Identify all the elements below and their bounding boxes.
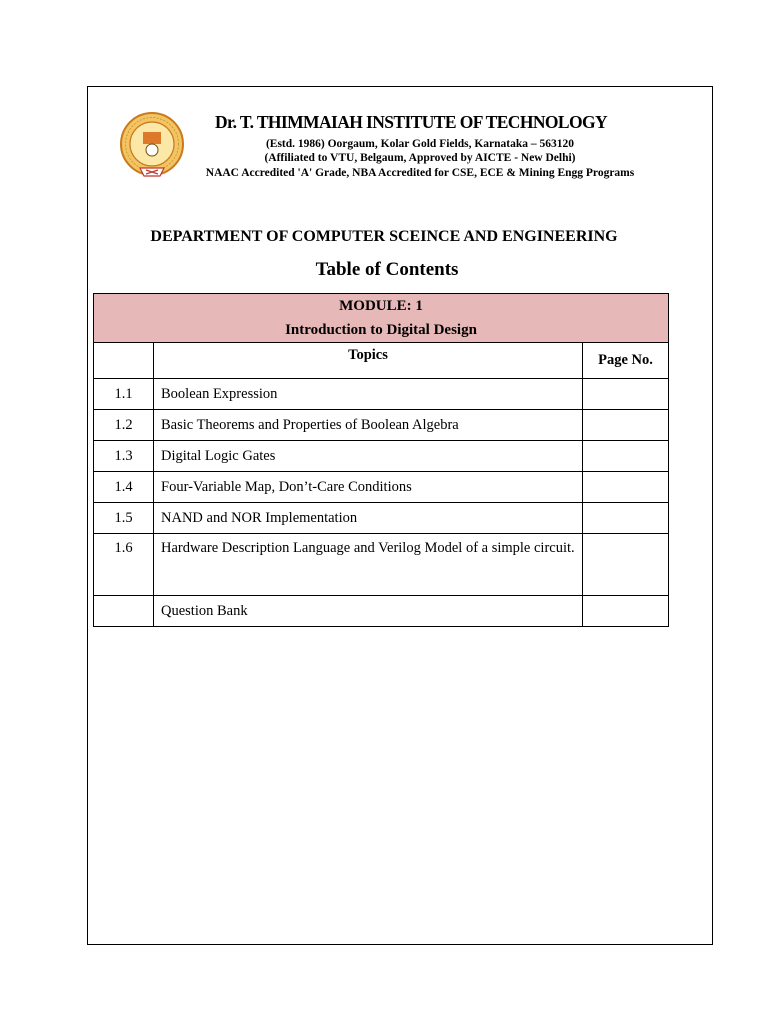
topic-title: Basic Theorems and Properties of Boolean Algebra — [154, 410, 583, 441]
column-header-row — [94, 343, 669, 379]
page-number — [583, 379, 669, 410]
table-row — [94, 441, 669, 472]
topic-title: Four-Variable Map, Don’t-Care Conditions — [154, 472, 583, 503]
topic-number: 1.5 — [94, 503, 154, 534]
institute-address: (Estd. 1986) Oorgaum, Kolar Gold Fields, Karnataka – 563120 — [265, 138, 575, 150]
table-row — [94, 596, 669, 627]
table-row — [94, 410, 669, 441]
table-row — [94, 534, 669, 596]
institute-affiliation: (Affiliated to VTU, Belgaum, Approved by AICTE - New Delhi) — [264, 152, 576, 164]
department-title: DEPARTMENT OF COMPUTER SCEINCE AND ENGINEERING — [150, 228, 618, 245]
topic-title: NAND and NOR Implementation — [154, 503, 583, 534]
topic-number: 1.2 — [94, 410, 154, 441]
topic-number: 1.3 — [94, 441, 154, 472]
table-row — [94, 503, 669, 534]
module-header-row — [94, 294, 669, 343]
topic-number: 1.6 — [94, 534, 154, 596]
module-title: Introduction to Digital Design — [285, 322, 477, 338]
num-header-cell — [94, 343, 154, 379]
page-number — [583, 441, 669, 472]
topic-title: Question Bank — [154, 596, 583, 627]
page-number — [583, 596, 669, 627]
page-number — [583, 410, 669, 441]
module-label: MODULE: 1 — [339, 298, 423, 314]
page-number — [583, 472, 669, 503]
topics-header: Topics — [154, 343, 583, 379]
table-row — [94, 472, 669, 503]
institute-name: Dr. T. THIMMAIAH INSTITUTE OF TECHNOLOGY — [214, 112, 608, 132]
page-no-header: Page No. — [583, 343, 669, 379]
topic-title: Hardware Description Language and Verilog Model of a simple circuit. — [154, 534, 583, 596]
topic-title: Boolean Expression — [154, 379, 583, 410]
page-number — [583, 534, 669, 596]
table-row — [94, 379, 669, 410]
topic-title: Digital Logic Gates — [154, 441, 583, 472]
institute-accreditation: NAAC Accredited 'A' Grade, NBA Accredited for CSE, ECE & Mining Engg Programs — [205, 167, 635, 179]
module-header-cell — [94, 294, 669, 343]
topic-number — [94, 596, 154, 627]
toc-title: Table of Contents — [315, 259, 459, 280]
toc-table — [93, 293, 669, 627]
topic-number: 1.4 — [94, 472, 154, 503]
page-number — [583, 503, 669, 534]
topic-number: 1.1 — [94, 379, 154, 410]
